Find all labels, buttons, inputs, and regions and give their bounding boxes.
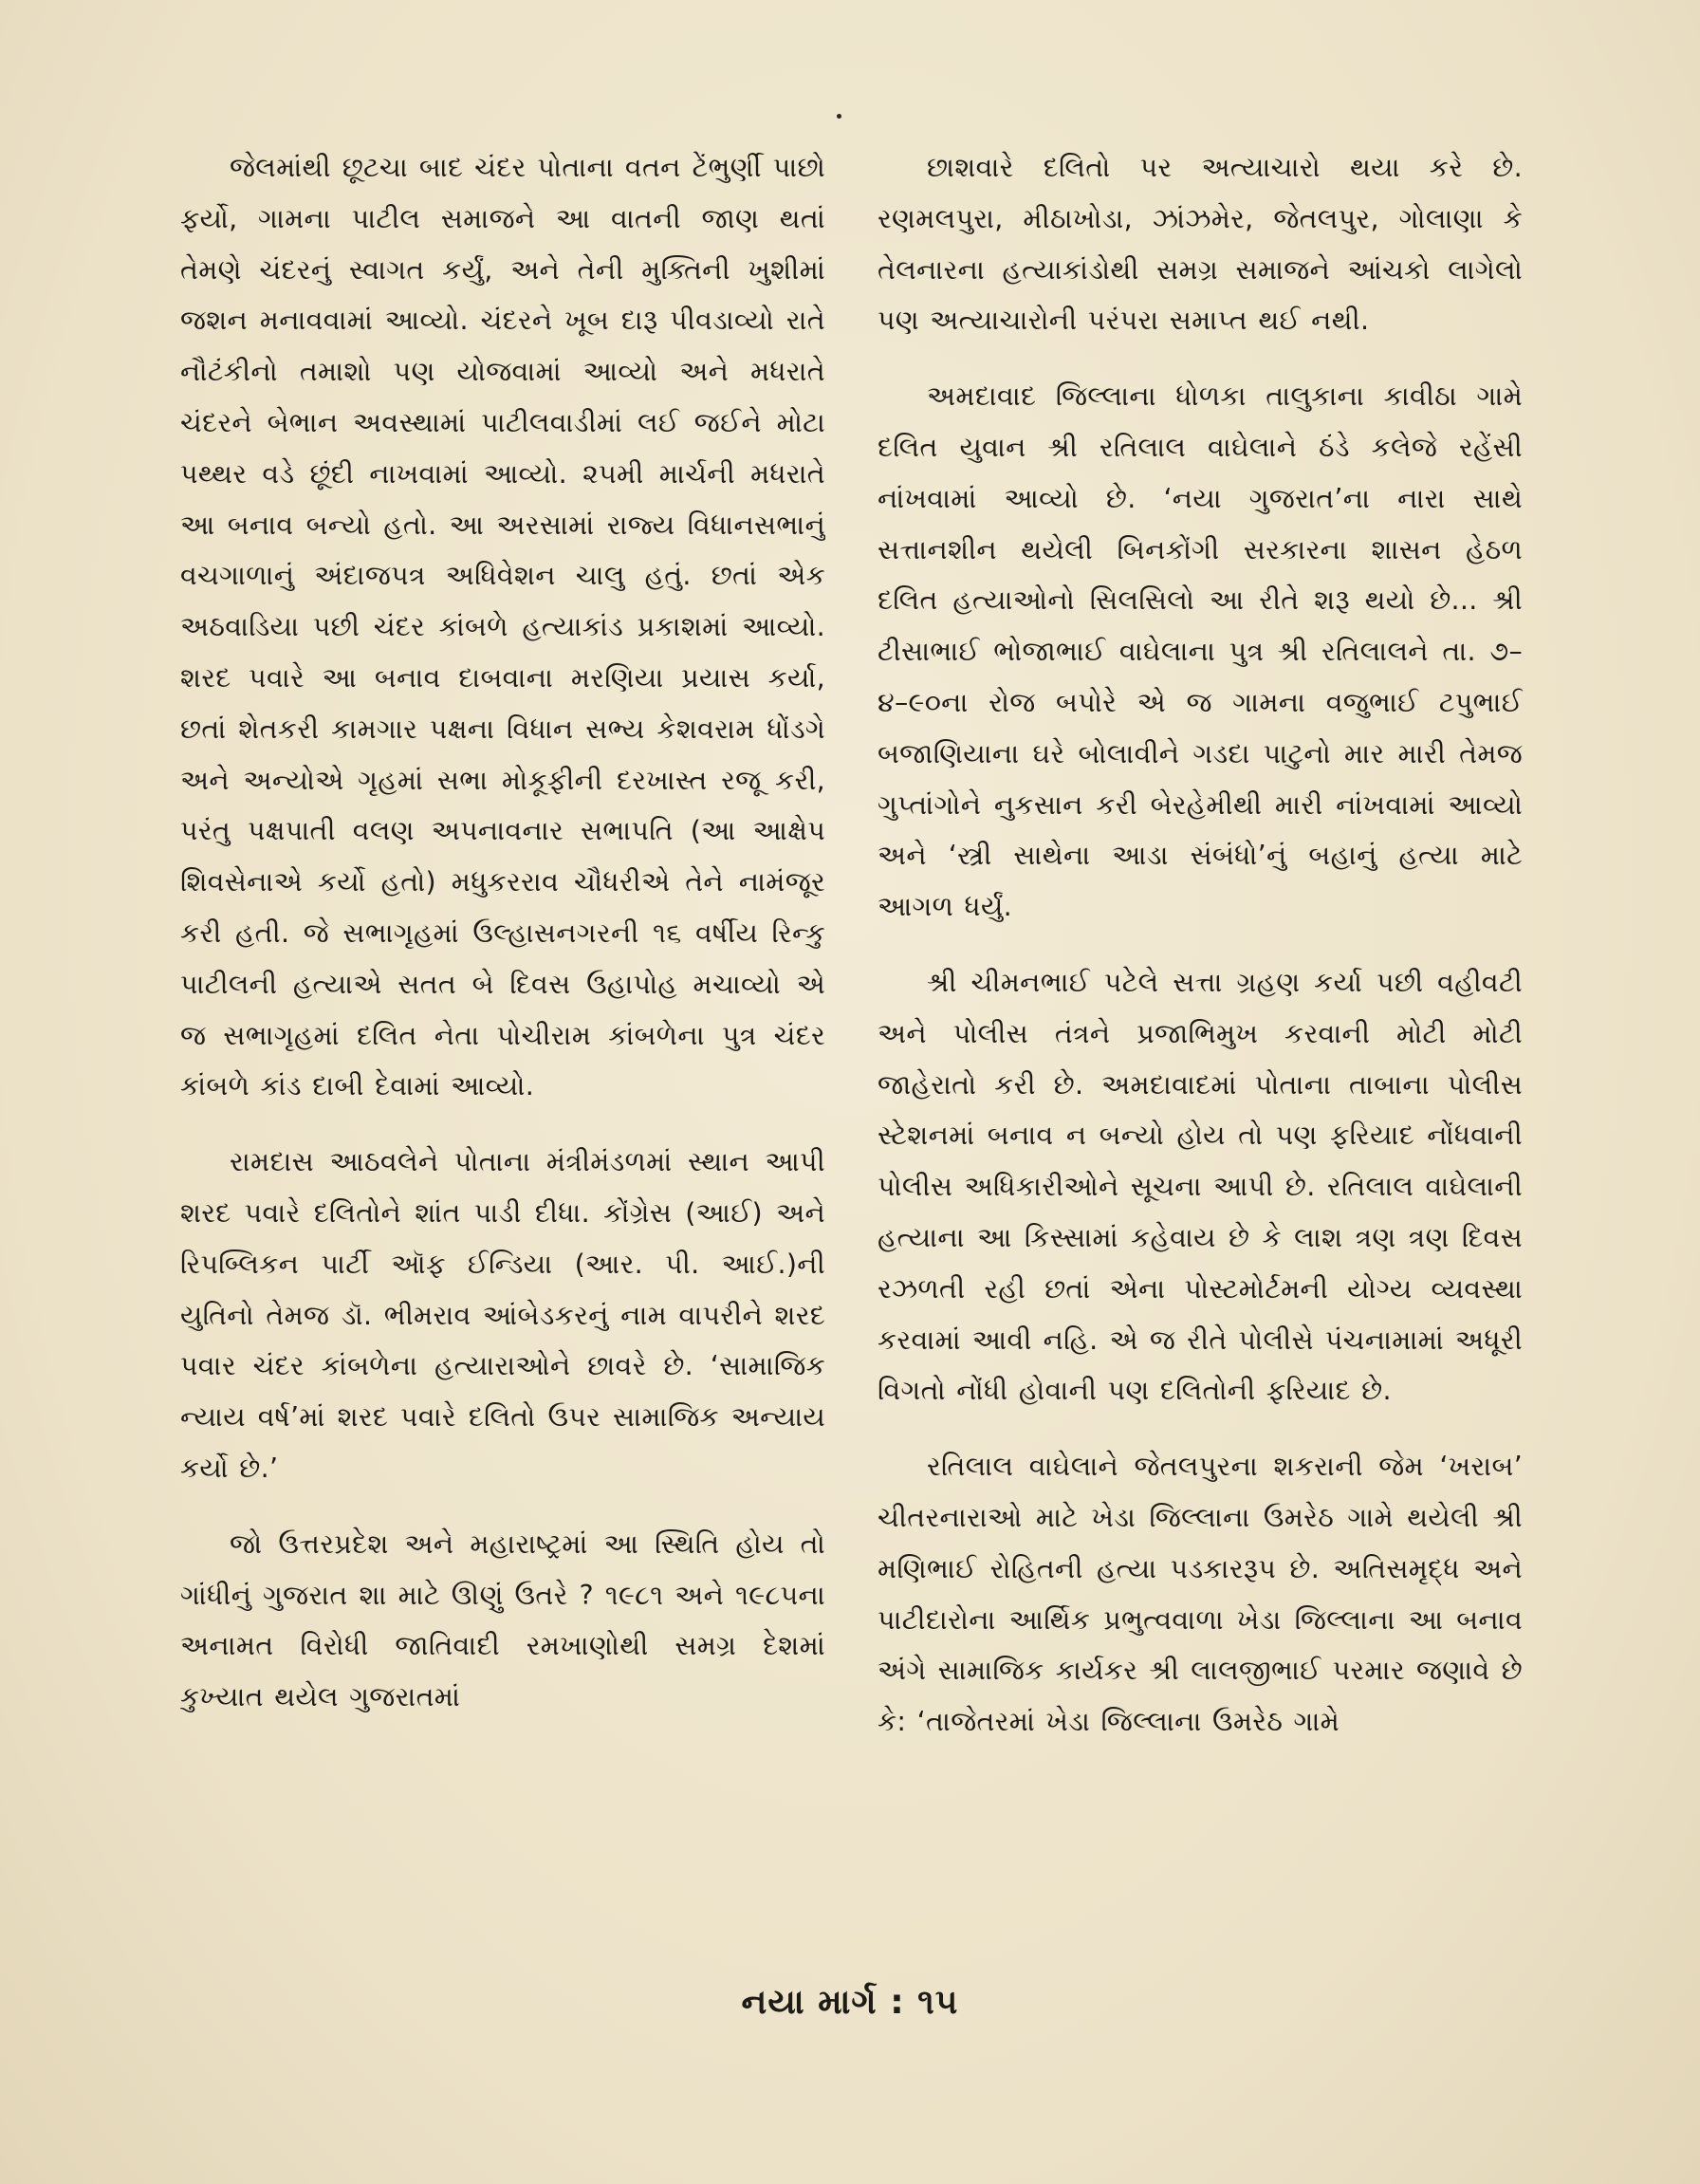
paragraph: રતિલાલ વાઘેલાને જેતલપુરના શકરાની જેમ ‘ખરાબ’ ચીતરનારાઓ માટે ખેડા જિલ્લાના ઉમરેઠ ગામે થયેલી શ્રી મણિભાઈ રોહિતની હત્યા પડકારરૂપ છે. અતિસમૃદ્ધ અને પાટીદારોના આર્થિક પ્રભુત્વવાળા ખેડા જિલ્લાના આ બનાવ અંગે સામાજિક કાર્યકર શ્રી લાલજીભાઈ પરમાર જણાવે છે કે: ‘તાજેતરમાં ખેડા જિલ્લાના ઉમરેઠ ગામે (878, 1451, 1523, 1738)
right-column (878, 142, 1523, 1988)
paragraph: અમદાવાદ જિલ્લાના ધોળકા તાલુકાના કાવીઠા ગામે દલિત યુવાન શ્રી રતિલાલ વાઘેલાને ઠંડે કલેજે રહેંસી નાંખવામાં આવ્યો છે. ‘નયા ગુજરાત’ના નારા સાથે સત્તાનશીન થયેલી બિનકોંગી સરકારના શાસન હેઠળ દલિત હત્યાઓનો સિલસિલો આ રીતે શરૂ થયો છે... શ્રી ટીસાભાઈ ભોજાભાઈ વાઘેલાના પુત્ર શ્રી રતિલાલને તા. ૭–૪–૯૦ના રોજ બપોરે એ જ ગામના વજુભાઈ ટપુભાઈ બજાણિયાના ઘરે બોલાવીને ગડદા પાટુનો માર મારી તેમજ ગુપ્તાંગોને નુકસાન કરી બેરહેમીથી મારી નાંખવામાં આવ્યો અને ‘સ્ત્રી સાથેના આડા સંબંધો’નું બહાનું હત્યા માટે આગળ ધર્યું. (878, 380, 1523, 923)
paragraph: શ્રી ચીમનભાઈ પટેલે સત્તા ગ્રહણ કર્યા પછી વહીવટી અને પોલીસ તંત્રને પ્રજાભિમુખ કરવાની મોટી મોટી જાહેરાતો કરી છે. અમદાવાદમાં પોતાના તાબાના પોલીસ સ્ટેશનમાં બનાવ ન બન્યો હોય તો પણ ફરિયાદ નોંધવાની પોલીસ અધિકારીઓને સૂચના આપી છે. રતિલાલ વાઘેલાની હત્યાના આ કિસ્સામાં કહેવાય છે કે લાશ ત્રણ ત્રણ દિવસ રઝળતી રહી છતાં એના પોસ્ટમોર્ટમની યોગ્ય વ્યવસ્થા કરવામાં આવી નહિ. એ જ રીતે પોલીસે પંચનામામાં અધૂરી વિગતો નોંધી હોવાની પણ દલિતોની ફરિયાદ છે. (878, 966, 1523, 1407)
print-mark (837, 114, 841, 119)
paragraph: જેલમાંથી છૂટચા બાદ ચંદર પોતાના વતન ટેંભુર્ણી પાછો ફર્યો, ગામના પાટીલ સમાજને આ વાતની જાણ થતાં તેમણે ચંદરનું સ્વાગત કર્યું, અને તેની મુક્તિની ખુશીમાં જશન મનાવવામાં આવ્યો. ચંદરને ખૂબ દારૂ પીવડાવ્યો રાતે નૌટંકીનો તમાશો પણ યોજવામાં આવ્યો અને મધરાતે ચંદરને બેભાન અવસ્થામાં પાટીલવાડીમાં લઈ જઈને મોટા પથ્થર વડે છૂંદી નાખવામાં આવ્યો. ૨૫મી માર્ચની મધરાતે આ બનાવ બન્યો હતો. આ અરસામાં રાજ્ય વિધાનસભાનું વચગાળાનું અંદાજપત્ર અધિવેશન ચાલુ હતું. છતાં એક અઠવાડિયા પછી ચંદર કાંબળે હત્યાકાંડ પ્રકાશમાં આવ્યો. શરદ પવારે આ બનાવ દાબવાના મરણિયા પ્રયાસ કર્યા, છતાં શેતકરી કામગાર પક્ષના વિધાન સભ્ય કેશવરામ ધોંડગે અને અન્યોએ ગૃહમાં સભા મોકૂફીની દરખાસ્ત રજૂ કરી, પરંતુ પક્ષપાતી વલણ અપનાવનાર સભાપતિ (આ આક્ષેપ શિવસેનાએ કર્યો હતો) મધુકરરાવ ચૌધરીએ તેને નામંજૂર કરી હતી. જે સભાગૃહમાં ઉલ્હાસનગરની ૧૬ વર્ષીય રિન્કુ પાટીલની હત્યાએ સતત બે દિવસ ઉહાપોહ મચાવ્યો એ જ સભાગૃહમાં દલિત નેતા પોચીરામ કાંબળેના પુત્ર ચંદર કાંબળે કાંડ દાબી દેવામાં આવ્યો. (180, 152, 825, 1102)
paragraph: છાશવારે દલિતો પર અત્યાચારો થયા કરે છે. રણમલપુરા, મીઠાખોડા, ઝાંઝમેર, જેતલપુર, ગોલાણા કે તેલનારના હત્યાકાંડોથી સમગ્ર સમાજને આંચકો લાગેલો પણ અત્યાચારોની પરંપરા સમાપ્ત થઈ નથી. (878, 152, 1523, 337)
paragraph: જો ઉત્તરપ્રદેશ અને મહારાષ્ટ્રમાં આ સ્થિતિ હોય તો ગાંધીનું ગુજરાત શા માટે ઊણું ઉતરે ? ૧૯૮૧ અને ૧૯૮૫ના અનામત વિરોધી જાતિવાદી રમખાણોથી સમગ્ર દેશમાં કુખ્યાત થયેલ ગુજરાતમાં (180, 1527, 825, 1713)
page-footer: નયા માર્ગ : ૧૫ (741, 1983, 959, 2022)
paragraph: રામદાસ આઠવલેને પોતાના મંત્રીમંડળમાં સ્થાન આપી શરદ પવારે દલિતોને શાંત પાડી દીધા. કોંગ્રેસ (આઈ) અને રિપબ્લિકન પાર્ટી ઑફ ઈન્ડિયા (આર. પી. આઈ.)ની યુતિનો તેમજ ડૉ. ભીમરાવ આંબેડકરનું નામ વાપરીને શરદ પવાર ચંદર કાંબળેના હત્યારાઓને છાવરે છે. ‘સામાજિક ન્યાય વર્ષ’માં શરદ પવારે દલિતો ઉપર સામાજિક અન્યાય કર્યો છે.’ (180, 1146, 825, 1484)
left-column (180, 142, 825, 1988)
